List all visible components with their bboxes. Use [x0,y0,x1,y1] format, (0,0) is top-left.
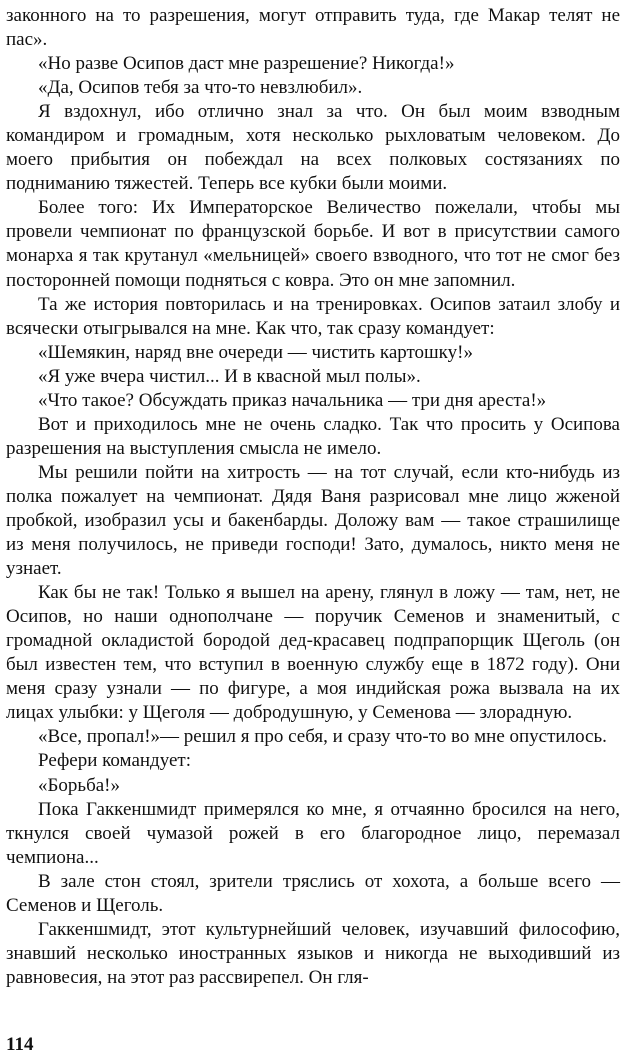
paragraph-3: «Да, Осипов тебя за что-то невзлюбил». [38,77,363,99]
paragraph-4: Я вздохнул, ибо отлично знал за что. Он был моим взводным командиром и громадным, хотя несколько рыхловатым человеком. До моего прибытия он побеждал на всех полковых состязаниях по подниманию тяжестей. Теперь все кубки были моими. [6,101,620,195]
paragraph-18: Гаккеншмидт, этот культурнейший человек, изучавший философию, знавший несколько иностранных языков и никогда не выходивший из равновесия, на этот раз рассвирепел. Он гля- [6,918,620,988]
paragraph-8: «Я уже вчера чистил... И в квасной мыл полы». [38,365,421,387]
paragraph-14: Рефери командует: [38,750,191,772]
paragraph-16: Пока Гаккеншмидт примерялся ко мне, я отчаянно бросился на него, ткнулся своей чумазой рожей в его благородное лицо, перемазал чемпиона... [6,798,620,868]
paragraph-12: Как бы не так! Только я вышел на арену, глянул в ложу — там, нет, не Осипов, но наши однополчане — поручик Семенов и знаменитый, с громадной окладистой бородой дед-красавец подпрапорщик Щеголь (он был известен тем, что вступил в военную службу еще в 1872 году). Они меня сразу узнали — по фигуре, а моя индийская рожа вызвала на их лицах улыбки: у Щеголя — добродушную, у Семенова — злорадную. [6,582,620,724]
paragraph-17: В зале стон стоял, зрители тряслись от хохота, а больше всего — Семенов и Щеголь. [6,870,620,916]
paragraph-6: Та же история повторилась и на тренировках. Осипов затаил злобу и всячески отыгрывался на мне. Как что, так сразу командует: [6,293,620,339]
paragraph-10: Вот и приходилось мне не очень сладко. Так что просить у Осипова разрешения на выступления смысла не имело. [6,413,620,459]
paragraph-2: «Но разве Осипов даст мне разрешение? Никогда!» [38,53,455,75]
page-number: 114 [6,1034,34,1055]
paragraph-9: «Что такое? Обсуждать приказ начальника — три дня ареста!» [38,389,547,411]
paragraph-15: «Борьба!» [38,774,121,796]
paragraph-5: Более того: Их Императорское Величество пожелали, чтобы мы провели чемпионат по французской борьбе. И вот в присутствии самого монарха я так крутанул «мельницей» своего взводного, что тот не смог без посторонней помощи подняться с ковра. Это он мне запомнил. [6,197,620,291]
paragraph-11: Мы решили пойти на хитрость — на тот случай, если кто-нибудь из полка пожалует на чемпионат. Дядя Ваня разрисовал мне лицо жженой пробкой, изобразил усы и бакенбарды. Доложу вам — такое страшилище из меня получилось, не приведи господи! Зато, думалось, никто меня не узнает. [6,461,620,580]
paragraph-13: «Все, пропал!»— решил я про себя, и сразу что-то во мне опустилось. [38,726,607,748]
paragraph-7: «Шемякин, наряд вне очереди — чистить картошку!» [38,341,473,363]
page-text [6,4,620,990]
paragraph-1: законного на то разрешения, могут отправить туда, где Макар телят не пас». [6,5,620,51]
